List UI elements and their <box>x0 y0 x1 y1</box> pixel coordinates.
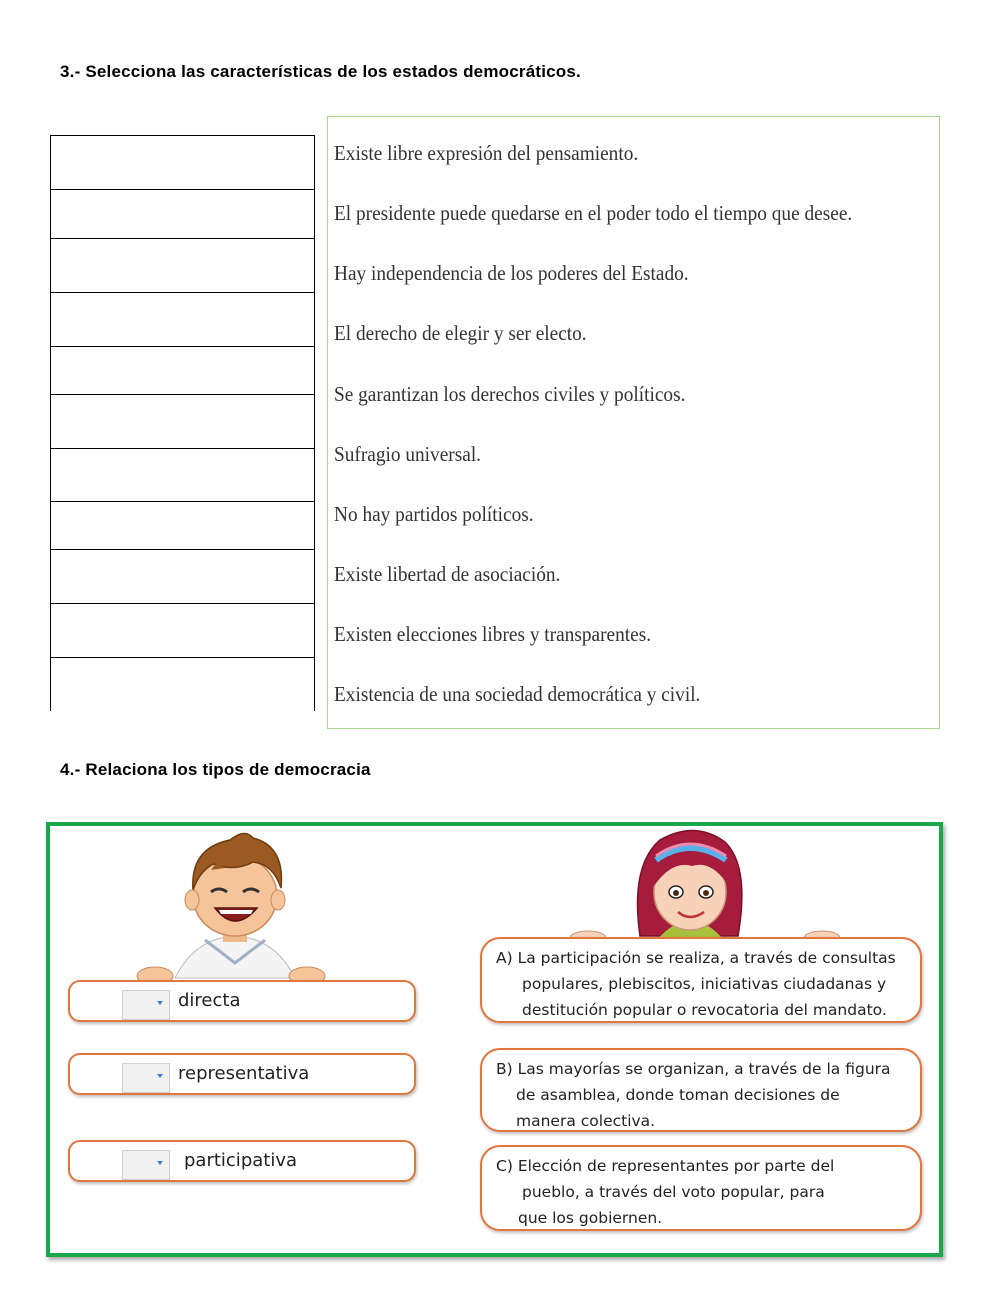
characteristic-item: Existencia de una sociedad democrática y civil. <box>334 682 701 706</box>
answer-box-2[interactable] <box>51 190 314 239</box>
definition-text <box>496 1056 912 1134</box>
type-box-directa <box>68 980 416 1022</box>
answer-dropdown[interactable] <box>122 990 170 1020</box>
definition-line: pueblo, a través del voto popular, para <box>522 1183 825 1201</box>
dropdown-arrow-icon <box>157 1161 163 1165</box>
definition-text <box>496 1153 912 1231</box>
definition-box-b <box>480 1048 922 1132</box>
type-label: representativa <box>178 1063 310 1084</box>
definition-line: La participación se realiza, a través de consultas <box>517 949 896 967</box>
characteristic-item: Se garantizan los derechos civiles y políticos. <box>334 382 686 406</box>
answer-box-5[interactable] <box>51 347 314 395</box>
dropdown-arrow-icon <box>157 1074 163 1078</box>
answer-box-1[interactable] <box>51 136 314 190</box>
answer-box-9[interactable] <box>51 550 314 604</box>
characteristic-item: El derecho de elegir y ser electo. <box>334 321 587 345</box>
characteristic-item: Existe libertad de asociación. <box>334 562 561 586</box>
type-box-participativa <box>68 1140 416 1182</box>
type-label: participativa <box>184 1150 298 1171</box>
definition-letter: B) <box>496 1060 513 1078</box>
characteristic-item: El presidente puede quedarse en el poder todo el tiempo que desee. <box>334 201 853 225</box>
definition-letter: A) <box>496 949 513 967</box>
definition-line: de asamblea, donde toman decisiones de <box>516 1086 840 1104</box>
definition-line: que los gobiernen. <box>518 1209 663 1227</box>
characteristic-item: Existen elecciones libres y transparentes. <box>334 622 652 646</box>
dropdown-arrow-icon <box>157 1001 163 1005</box>
characteristic-item: Hay independencia de los poderes del Estado. <box>334 261 689 285</box>
answer-box-7[interactable] <box>51 449 314 502</box>
girl-illustration <box>560 826 850 946</box>
definition-line: manera colectiva. <box>516 1112 656 1130</box>
definition-letter: C) <box>496 1157 513 1175</box>
answer-box-6[interactable] <box>51 395 314 449</box>
definition-line: populares, plebiscitos, iniciativas ciudadanas y <box>522 975 887 993</box>
answer-dropdown[interactable] <box>122 1063 170 1093</box>
definition-box-c <box>480 1145 922 1231</box>
definition-text <box>496 945 912 1023</box>
answer-dropdown[interactable] <box>122 1150 170 1180</box>
characteristics-panel <box>327 116 940 729</box>
characteristic-item: Existe libre expresión del pensamiento. <box>334 141 639 165</box>
answer-box-11[interactable] <box>51 658 314 711</box>
definition-line: destitución popular o revocatoria del mandato. <box>522 1001 887 1019</box>
definition-box-a <box>480 937 922 1023</box>
characteristic-item: Sufragio universal. <box>334 442 482 466</box>
boy-illustration <box>135 828 335 983</box>
section4-heading: 4.- Relaciona los tipos de democracia <box>60 760 371 779</box>
answer-box-3[interactable] <box>51 239 314 293</box>
answer-box-10[interactable] <box>51 604 314 658</box>
answer-box-4[interactable] <box>51 293 314 347</box>
type-box-representativa <box>68 1053 416 1095</box>
definition-line: Elección de representantes por parte del <box>517 1157 835 1175</box>
answer-box-8[interactable] <box>51 502 314 550</box>
definition-line: Las mayorías se organizan, a través de la figura <box>517 1060 891 1078</box>
type-label: directa <box>178 990 241 1011</box>
section3-heading: 3.- Selecciona las características de los estados democráticos. <box>60 62 581 81</box>
characteristic-item: No hay partidos políticos. <box>334 502 534 526</box>
answer-column <box>50 135 315 711</box>
